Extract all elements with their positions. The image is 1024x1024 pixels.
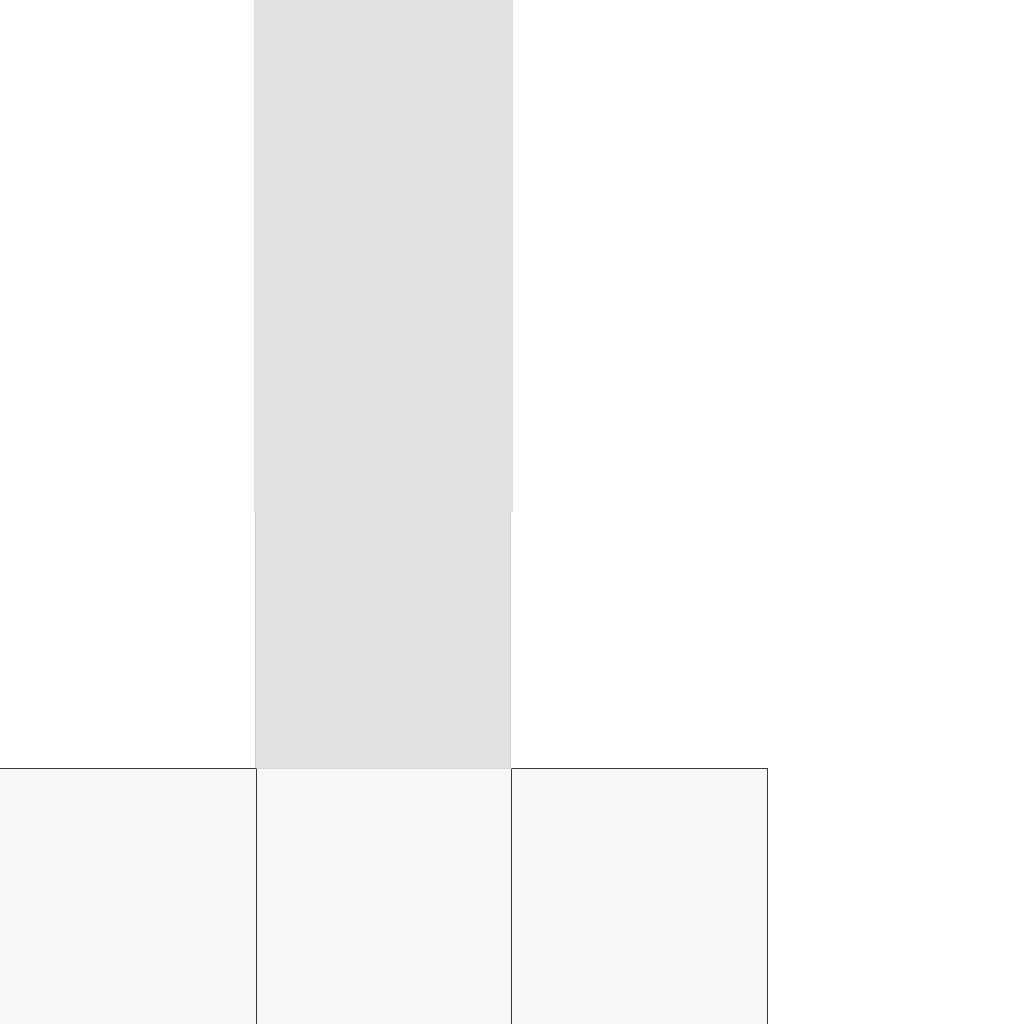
tile-left[interactable] — [0, 768, 256, 1024]
highlighted-column-upper — [254, 0, 513, 512]
tile-middle[interactable] — [256, 768, 512, 1024]
tile-right[interactable] — [512, 768, 768, 1024]
highlighted-column-lower — [255, 512, 511, 768]
tile-row — [0, 768, 768, 1024]
